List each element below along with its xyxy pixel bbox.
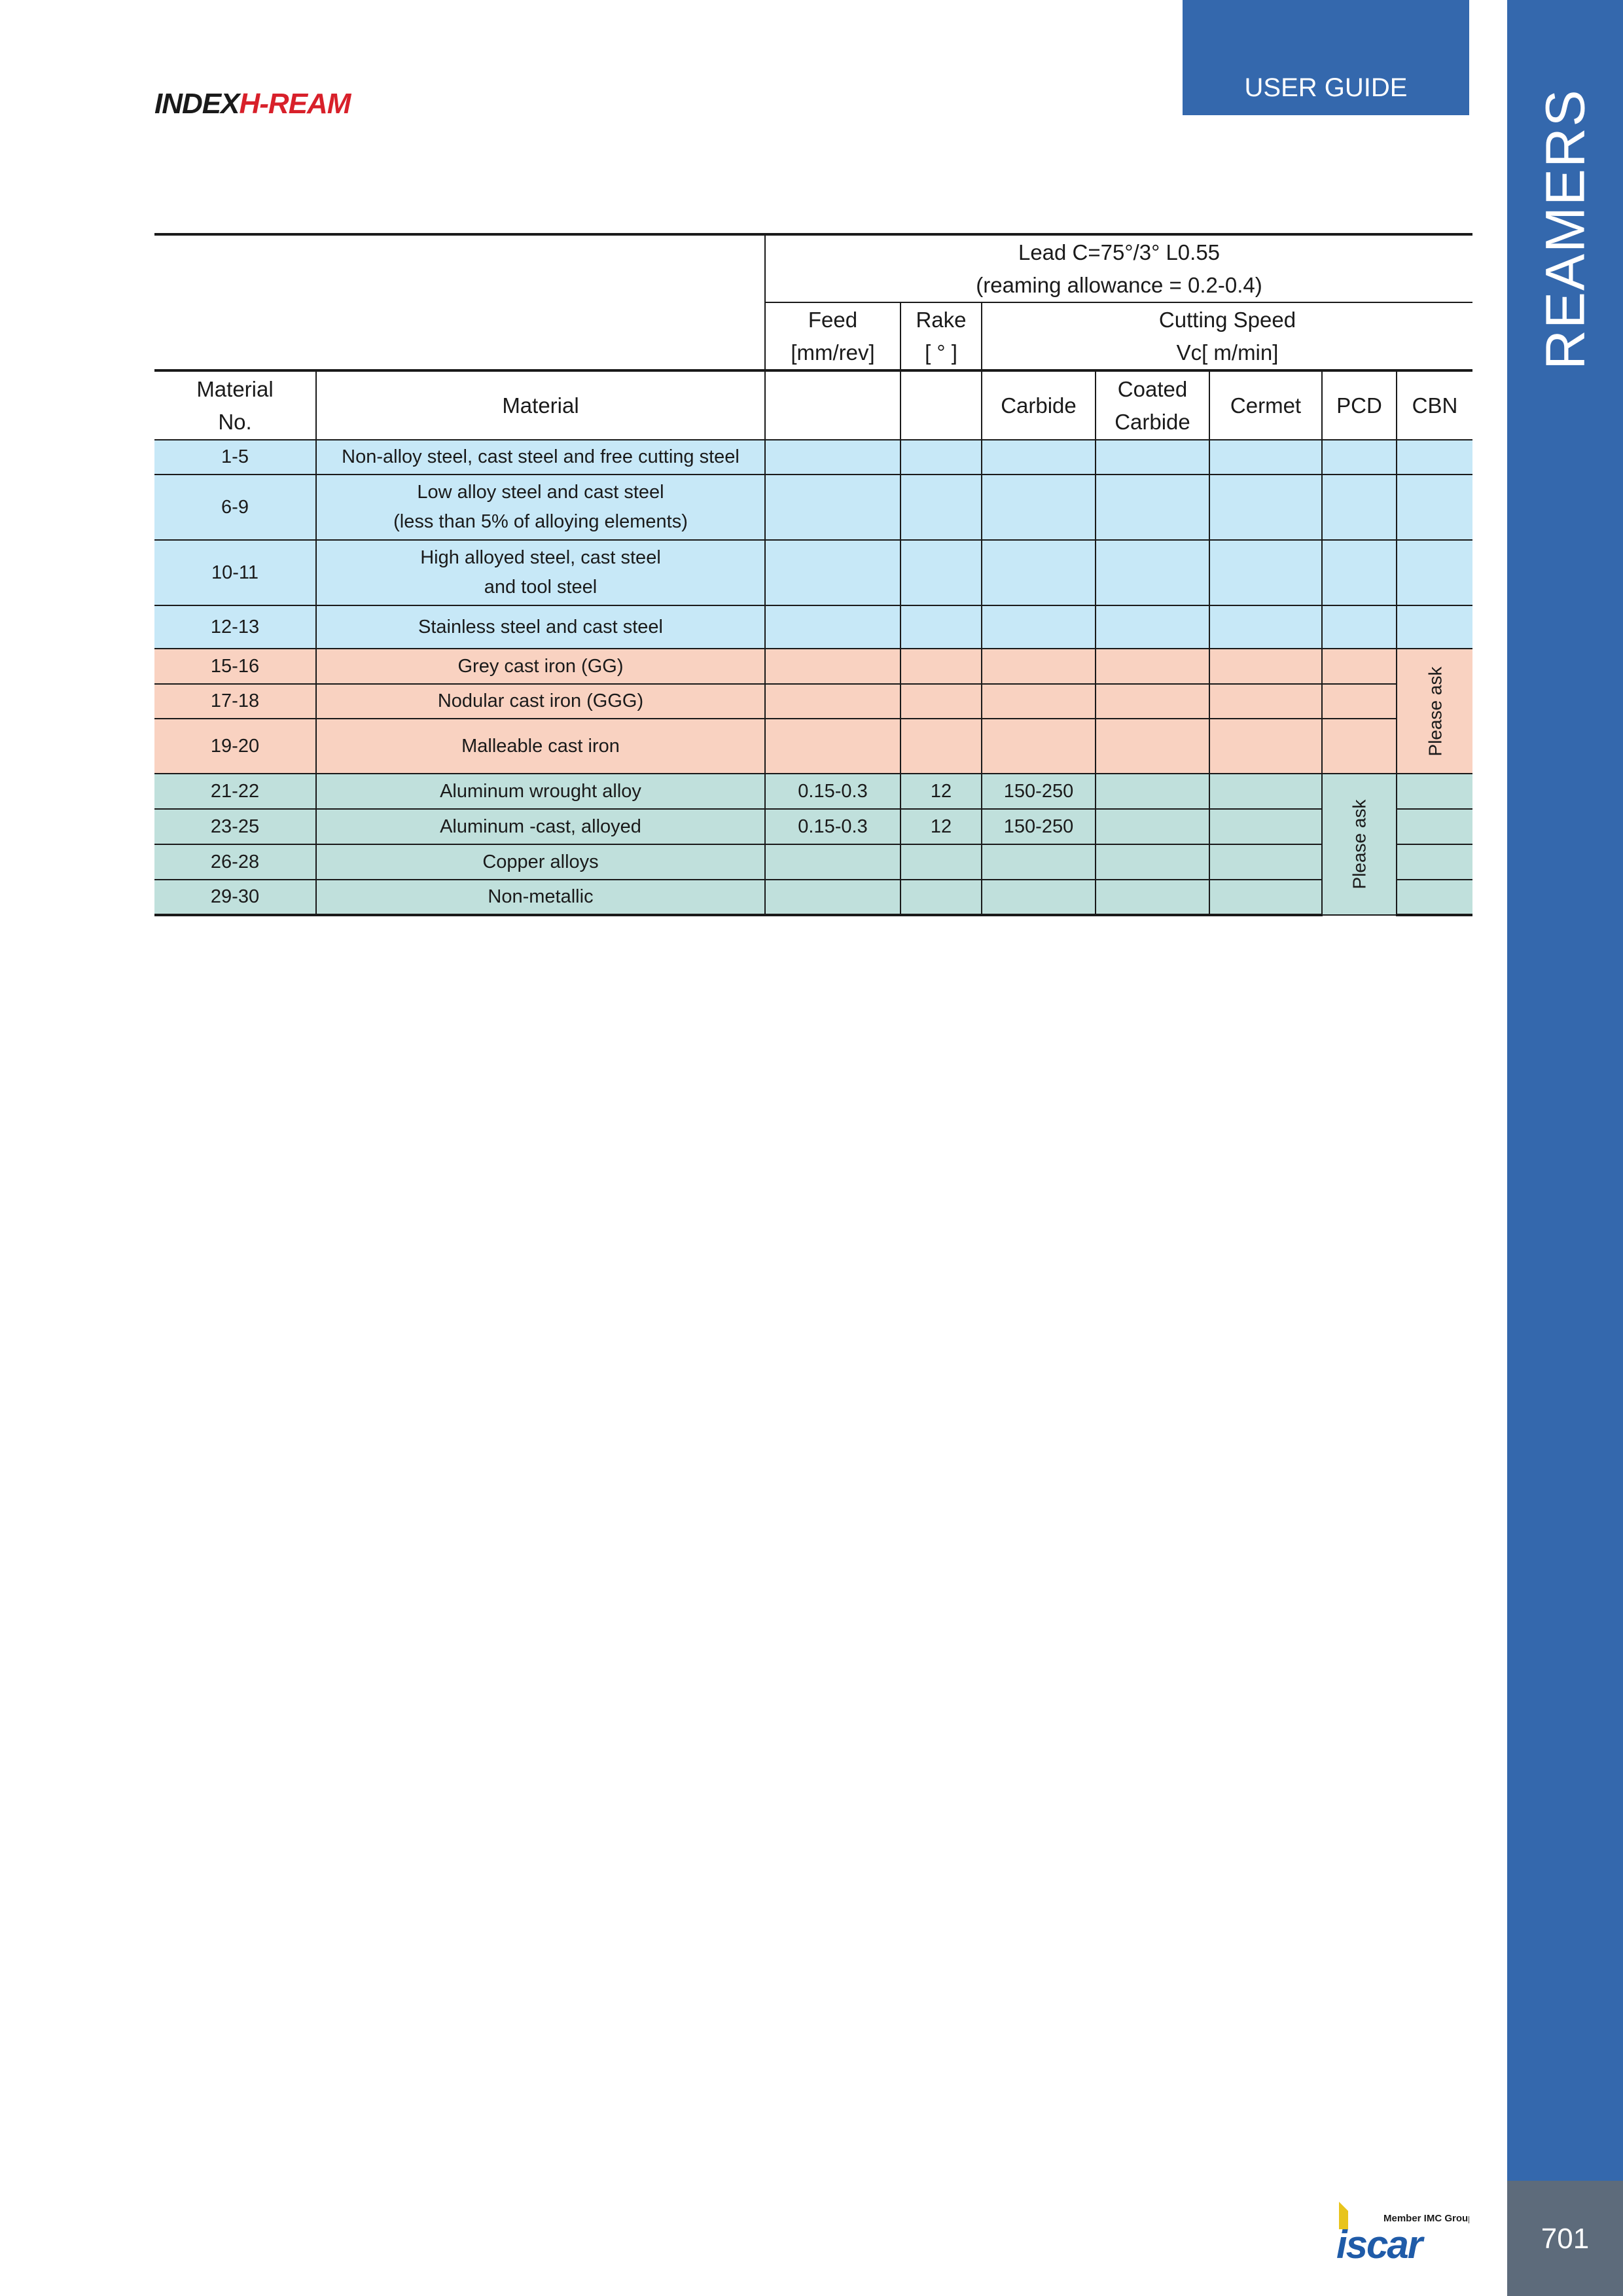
material-cell: Non-metallic (316, 880, 765, 915)
material-cell: Stainless steel and cast steel (316, 605, 765, 649)
cermet-cell (1209, 880, 1322, 915)
matno-line-2: No. (218, 409, 252, 434)
cbn-cell (1397, 605, 1472, 649)
coated-carbide-header (1096, 370, 1209, 440)
material-cell: Nodular cast iron (GGG) (316, 684, 765, 719)
iscar-logo-graphic (1335, 2199, 1469, 2265)
lead-line-1: Lead C=75°/3° L0.55 (1018, 240, 1221, 264)
cermet-cell (1209, 719, 1322, 774)
cermet-cell (1209, 649, 1322, 684)
material-cell: Non-alloy steel, cast steel and free cutting steel (316, 440, 765, 475)
feed-cell (765, 475, 901, 540)
feed-cell (765, 684, 901, 719)
material-no-header (154, 370, 316, 440)
cbn-cell (1397, 880, 1472, 915)
material-line-2: (less than 5% of alloying elements) (393, 511, 688, 532)
material-no-cell: 17-18 (154, 684, 316, 719)
table-row (154, 774, 1472, 809)
pcd-cell (1322, 540, 1397, 605)
feed-header (765, 302, 901, 370)
pcd-header: PCD (1322, 370, 1397, 440)
rake-cell: 12 (901, 774, 982, 809)
material-cell: Copper alloys (316, 844, 765, 880)
feed-label: Feed (808, 307, 858, 332)
table-row (154, 605, 1472, 649)
logo-hream: H-REAM (239, 88, 351, 120)
material-no-cell: 29-30 (154, 880, 316, 915)
material-cell (316, 540, 765, 605)
table-row (154, 719, 1472, 774)
coated-cell (1096, 809, 1209, 844)
feed-cell: 0.15-0.3 (765, 774, 901, 809)
rake-cell (901, 540, 982, 605)
material-cell: Malleable cast iron (316, 719, 765, 774)
carbide-cell (982, 540, 1096, 605)
cutting-data-table (154, 233, 1472, 916)
pcd-cell (1322, 475, 1397, 540)
material-no-cell: 23-25 (154, 809, 316, 844)
material-no-cell: 12-13 (154, 605, 316, 649)
feed-cell (765, 844, 901, 880)
coated-cell (1096, 719, 1209, 774)
material-line-1: Low alloy steel and cast steel (417, 482, 664, 503)
rake-cell: 12 (901, 809, 982, 844)
material-no-cell: 6-9 (154, 475, 316, 540)
feed-cell (765, 605, 901, 649)
pcd-please-ask-cell (1322, 774, 1397, 915)
carbide-cell: 150-250 (982, 809, 1096, 844)
material-no-cell: 21-22 (154, 774, 316, 809)
carbide-cell (982, 475, 1096, 540)
table-row (154, 684, 1472, 719)
feed-unit: [mm/rev] (791, 340, 875, 365)
iscar-logo (1335, 2199, 1469, 2265)
carbide-cell (982, 844, 1096, 880)
header-blank (154, 234, 765, 370)
matno-line-1: Material (196, 376, 274, 401)
member-imc-text: Member IMC Group (1383, 2213, 1469, 2224)
rake-cell (901, 844, 982, 880)
feed-cell (765, 649, 901, 684)
pcd-cell (1322, 649, 1397, 684)
rake-unit: [ ° ] (925, 340, 957, 365)
material-line-2: and tool steel (484, 577, 597, 598)
rake-cell (901, 440, 982, 475)
section-title: REAMERS (1534, 88, 1596, 370)
carbide-cell (982, 719, 1096, 774)
cermet-cell (1209, 540, 1322, 605)
speed-header (982, 302, 1472, 370)
rake-cell (901, 719, 982, 774)
table-row (154, 475, 1472, 540)
rake-cell (901, 880, 982, 915)
feed-cell: 0.15-0.3 (765, 809, 901, 844)
cbn-cell (1397, 774, 1472, 809)
material-cell (316, 475, 765, 540)
table-row (154, 809, 1472, 844)
material-header: Material (316, 370, 765, 440)
table-row (154, 844, 1472, 880)
side-title (1507, 88, 1623, 370)
cbn-cell (1397, 540, 1472, 605)
rake-cell (901, 684, 982, 719)
pcd-cell (1322, 605, 1397, 649)
carbide-cell: 150-250 (982, 774, 1096, 809)
coated-cell (1096, 440, 1209, 475)
cermet-cell (1209, 844, 1322, 880)
table-row (154, 649, 1472, 684)
rake-label: Rake (916, 307, 967, 332)
cbn-header: CBN (1397, 370, 1472, 440)
page-number: 701 (1541, 2223, 1590, 2255)
lead-line-2: (reaming allowance = 0.2-0.4) (976, 272, 1262, 297)
speed-unit: Vc[ m/min] (1176, 340, 1279, 365)
material-no-cell: 10-11 (154, 540, 316, 605)
rake-cell (901, 649, 982, 684)
coated-cell (1096, 540, 1209, 605)
coated-cell (1096, 605, 1209, 649)
carbide-header: Carbide (982, 370, 1096, 440)
page-number-box (1507, 2181, 1623, 2296)
speed-label: Cutting Speed (1158, 307, 1296, 332)
cbn-cell (1397, 844, 1472, 880)
lead-header (765, 234, 1472, 302)
user-guide-label: USER GUIDE (1244, 73, 1408, 102)
cermet-header: Cermet (1209, 370, 1322, 440)
cermet-cell (1209, 475, 1322, 540)
material-no-cell: 15-16 (154, 649, 316, 684)
feed-cell (765, 880, 901, 915)
feed-subheader (765, 370, 901, 440)
coated-cell (1096, 774, 1209, 809)
table-row (154, 540, 1472, 605)
carbide-cell (982, 440, 1096, 475)
cbn-cell (1397, 809, 1472, 844)
cermet-cell (1209, 774, 1322, 809)
carbide-cell (982, 605, 1096, 649)
material-cell: Grey cast iron (GG) (316, 649, 765, 684)
rake-subheader (901, 370, 982, 440)
table-row (154, 440, 1472, 475)
coated-cell (1096, 844, 1209, 880)
carbide-cell (982, 684, 1096, 719)
cbn-please-ask-cell (1397, 649, 1472, 774)
coated-cell (1096, 649, 1209, 684)
cbn-cell (1397, 475, 1472, 540)
feed-cell (765, 540, 901, 605)
table-row (154, 880, 1472, 915)
cermet-cell (1209, 440, 1322, 475)
logo-index: INDEX (154, 88, 240, 120)
cbn-cell (1397, 440, 1472, 475)
cermet-cell (1209, 809, 1322, 844)
material-cell: Aluminum wrought alloy (316, 774, 765, 809)
product-logo (154, 88, 350, 120)
material-no-cell: 1-5 (154, 440, 316, 475)
cermet-cell (1209, 684, 1322, 719)
pcd-cell (1322, 440, 1397, 475)
cbn-please-ask: Please ask (1425, 666, 1445, 756)
coated-cell (1096, 880, 1209, 915)
carbide-cell (982, 649, 1096, 684)
coated-cell (1096, 684, 1209, 719)
material-no-cell: 26-28 (154, 844, 316, 880)
iscar-wordmark: iscar (1336, 2223, 1422, 2265)
cermet-cell (1209, 605, 1322, 649)
feed-cell (765, 719, 901, 774)
rake-cell (901, 605, 982, 649)
pcd-cell (1322, 719, 1397, 774)
coated-line-1: Coated (1117, 376, 1188, 401)
coated-line-2: Carbide (1115, 409, 1190, 434)
carbide-cell (982, 880, 1096, 915)
feed-cell (765, 440, 901, 475)
rake-header (901, 302, 982, 370)
user-guide-tab (1183, 0, 1469, 115)
rake-cell (901, 475, 982, 540)
coated-cell (1096, 475, 1209, 540)
pcd-please-ask: Please ask (1349, 799, 1370, 889)
material-line-1: High alloyed steel, cast steel (420, 547, 661, 568)
pcd-cell (1322, 684, 1397, 719)
material-no-cell: 19-20 (154, 719, 316, 774)
material-cell: Aluminum -cast, alloyed (316, 809, 765, 844)
